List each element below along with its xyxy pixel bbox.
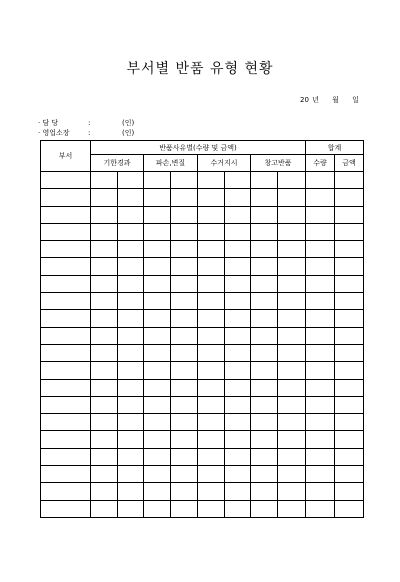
reason-column-header: 창고반품 bbox=[251, 155, 306, 172]
value-cell[interactable] bbox=[306, 396, 335, 413]
value-cell[interactable] bbox=[225, 293, 251, 310]
return-status-table bbox=[40, 140, 364, 518]
value-cell[interactable] bbox=[251, 414, 278, 431]
value-cell[interactable] bbox=[278, 241, 306, 258]
table-row bbox=[41, 431, 364, 448]
value-cell[interactable] bbox=[335, 310, 364, 327]
signature-stamp: (인) bbox=[122, 129, 135, 137]
value-cell[interactable] bbox=[171, 327, 198, 344]
dept-cell[interactable] bbox=[41, 344, 91, 361]
value-cell[interactable] bbox=[144, 379, 171, 396]
value-cell[interactable] bbox=[171, 258, 198, 275]
value-cell[interactable] bbox=[118, 500, 144, 517]
value-cell[interactable] bbox=[278, 379, 306, 396]
signature-stamp: (인) bbox=[122, 119, 135, 127]
table-row bbox=[41, 172, 364, 189]
value-cell[interactable] bbox=[118, 327, 144, 344]
value-cell[interactable] bbox=[91, 362, 118, 379]
value-cell[interactable] bbox=[225, 431, 251, 448]
value-cell[interactable] bbox=[144, 258, 171, 275]
value-cell[interactable] bbox=[118, 344, 144, 361]
document-title: 부서별 반품 유형 현황 bbox=[126, 61, 274, 77]
value-cell[interactable] bbox=[225, 327, 251, 344]
dept-cell[interactable] bbox=[41, 258, 91, 275]
value-cell[interactable] bbox=[144, 206, 171, 223]
value-cell[interactable] bbox=[306, 466, 335, 483]
value-cell[interactable] bbox=[335, 396, 364, 413]
table-row bbox=[41, 293, 364, 310]
value-cell[interactable] bbox=[225, 466, 251, 483]
table-row bbox=[41, 500, 364, 517]
value-cell[interactable] bbox=[278, 189, 306, 206]
value-cell[interactable] bbox=[144, 431, 171, 448]
value-cell[interactable] bbox=[198, 241, 225, 258]
value-cell[interactable] bbox=[306, 431, 335, 448]
value-cell[interactable] bbox=[171, 223, 198, 240]
value-cell[interactable] bbox=[144, 172, 171, 189]
value-cell[interactable] bbox=[91, 293, 118, 310]
reason-column-header: 기한경과 bbox=[91, 155, 144, 172]
value-cell[interactable] bbox=[251, 241, 278, 258]
value-cell[interactable] bbox=[144, 310, 171, 327]
value-cell[interactable] bbox=[198, 258, 225, 275]
value-cell[interactable] bbox=[306, 362, 335, 379]
value-cell[interactable] bbox=[171, 293, 198, 310]
reason-column-header: 수거지시 bbox=[198, 155, 251, 172]
value-cell[interactable] bbox=[225, 414, 251, 431]
value-cell[interactable] bbox=[198, 327, 225, 344]
dept-cell[interactable] bbox=[41, 362, 91, 379]
value-cell[interactable] bbox=[171, 275, 198, 292]
value-cell[interactable] bbox=[171, 310, 198, 327]
value-cell[interactable] bbox=[91, 223, 118, 240]
value-cell[interactable] bbox=[306, 258, 335, 275]
value-cell[interactable] bbox=[118, 483, 144, 500]
value-cell[interactable] bbox=[171, 241, 198, 258]
value-cell[interactable] bbox=[91, 483, 118, 500]
value-cell[interactable] bbox=[251, 327, 278, 344]
value-cell[interactable] bbox=[198, 189, 225, 206]
value-cell[interactable] bbox=[198, 362, 225, 379]
signature-line-manager bbox=[38, 118, 134, 128]
table-row bbox=[41, 189, 364, 206]
value-cell[interactable] bbox=[118, 379, 144, 396]
value-cell[interactable] bbox=[278, 206, 306, 223]
table-row bbox=[41, 379, 364, 396]
value-cell[interactable] bbox=[225, 223, 251, 240]
value-cell[interactable] bbox=[278, 310, 306, 327]
table-row bbox=[41, 223, 364, 240]
value-cell[interactable] bbox=[278, 500, 306, 517]
value-cell[interactable] bbox=[335, 293, 364, 310]
date-year-unit: 년 bbox=[312, 96, 319, 104]
date-day-unit: 일 bbox=[352, 96, 359, 104]
value-cell[interactable] bbox=[251, 293, 278, 310]
dept-header: 부서 bbox=[41, 141, 91, 172]
value-cell[interactable] bbox=[306, 275, 335, 292]
date-month-unit: 월 bbox=[332, 96, 339, 104]
value-cell[interactable] bbox=[171, 448, 198, 465]
value-cell[interactable] bbox=[118, 189, 144, 206]
value-cell[interactable] bbox=[118, 241, 144, 258]
value-cell[interactable] bbox=[91, 500, 118, 517]
value-cell[interactable] bbox=[171, 362, 198, 379]
table-row bbox=[41, 206, 364, 223]
value-cell[interactable] bbox=[91, 275, 118, 292]
signature-label: · 영업소장 bbox=[38, 129, 70, 137]
signature-line-branch-head bbox=[38, 128, 134, 138]
value-cell[interactable] bbox=[306, 206, 335, 223]
value-cell[interactable] bbox=[278, 293, 306, 310]
value-cell[interactable] bbox=[171, 466, 198, 483]
value-cell[interactable] bbox=[91, 327, 118, 344]
total-column-header: 수량 bbox=[306, 155, 335, 172]
value-cell[interactable] bbox=[118, 258, 144, 275]
value-cell[interactable] bbox=[118, 310, 144, 327]
value-cell[interactable] bbox=[118, 466, 144, 483]
dept-cell[interactable] bbox=[41, 241, 91, 258]
dept-cell[interactable] bbox=[41, 310, 91, 327]
value-cell[interactable] bbox=[251, 396, 278, 413]
value-cell[interactable] bbox=[335, 500, 364, 517]
value-cell[interactable] bbox=[306, 293, 335, 310]
value-cell[interactable] bbox=[144, 396, 171, 413]
value-cell[interactable] bbox=[198, 379, 225, 396]
dept-cell[interactable] bbox=[41, 327, 91, 344]
value-cell[interactable] bbox=[335, 258, 364, 275]
dept-cell[interactable] bbox=[41, 414, 91, 431]
value-cell[interactable] bbox=[335, 362, 364, 379]
value-cell[interactable] bbox=[251, 500, 278, 517]
value-cell[interactable] bbox=[91, 310, 118, 327]
value-cell[interactable] bbox=[225, 206, 251, 223]
dept-cell[interactable] bbox=[41, 483, 91, 500]
value-cell[interactable] bbox=[118, 275, 144, 292]
value-cell[interactable] bbox=[144, 483, 171, 500]
dept-cell[interactable] bbox=[41, 172, 91, 189]
value-cell[interactable] bbox=[198, 466, 225, 483]
value-cell[interactable] bbox=[251, 448, 278, 465]
value-cell[interactable] bbox=[198, 414, 225, 431]
value-cell[interactable] bbox=[118, 362, 144, 379]
value-cell[interactable] bbox=[225, 500, 251, 517]
value-cell[interactable] bbox=[335, 172, 364, 189]
value-cell[interactable] bbox=[278, 483, 306, 500]
value-cell[interactable] bbox=[335, 241, 364, 258]
value-cell[interactable] bbox=[335, 466, 364, 483]
value-cell[interactable] bbox=[278, 344, 306, 361]
value-cell[interactable] bbox=[171, 344, 198, 361]
table-row bbox=[41, 258, 364, 275]
value-cell[interactable] bbox=[251, 431, 278, 448]
dept-cell[interactable] bbox=[41, 379, 91, 396]
value-cell[interactable] bbox=[306, 414, 335, 431]
value-cell[interactable] bbox=[118, 414, 144, 431]
table-row bbox=[41, 448, 364, 465]
date-year-prefix: 20 bbox=[300, 96, 309, 104]
table-row bbox=[41, 362, 364, 379]
dept-cell[interactable] bbox=[41, 500, 91, 517]
signature-label: · 담 당 bbox=[38, 119, 59, 127]
value-cell[interactable] bbox=[198, 293, 225, 310]
dept-cell[interactable] bbox=[41, 275, 91, 292]
value-cell[interactable] bbox=[171, 172, 198, 189]
value-cell[interactable] bbox=[91, 172, 118, 189]
value-cell[interactable] bbox=[225, 344, 251, 361]
value-cell[interactable] bbox=[144, 293, 171, 310]
value-cell[interactable] bbox=[251, 172, 278, 189]
table-row bbox=[41, 414, 364, 431]
dept-cell[interactable] bbox=[41, 223, 91, 240]
value-cell[interactable] bbox=[198, 396, 225, 413]
value-cell[interactable] bbox=[278, 448, 306, 465]
value-cell[interactable] bbox=[335, 206, 364, 223]
value-cell[interactable] bbox=[171, 379, 198, 396]
value-cell[interactable] bbox=[198, 172, 225, 189]
table-body bbox=[41, 172, 364, 518]
value-cell[interactable] bbox=[251, 483, 278, 500]
value-cell[interactable] bbox=[91, 379, 118, 396]
value-cell[interactable] bbox=[171, 396, 198, 413]
value-cell[interactable] bbox=[225, 396, 251, 413]
value-cell[interactable] bbox=[278, 466, 306, 483]
value-cell[interactable] bbox=[118, 293, 144, 310]
value-cell[interactable] bbox=[335, 275, 364, 292]
value-cell[interactable] bbox=[251, 379, 278, 396]
value-cell[interactable] bbox=[144, 448, 171, 465]
total-column-header: 금액 bbox=[335, 155, 364, 172]
table-row bbox=[41, 275, 364, 292]
value-cell[interactable] bbox=[198, 500, 225, 517]
value-cell[interactable] bbox=[306, 500, 335, 517]
value-cell[interactable] bbox=[171, 483, 198, 500]
value-cell[interactable] bbox=[198, 483, 225, 500]
value-cell[interactable] bbox=[198, 448, 225, 465]
value-cell[interactable] bbox=[306, 327, 335, 344]
table-row bbox=[41, 344, 364, 361]
value-cell[interactable] bbox=[225, 241, 251, 258]
value-cell[interactable] bbox=[335, 414, 364, 431]
value-cell[interactable] bbox=[91, 448, 118, 465]
value-cell[interactable] bbox=[144, 241, 171, 258]
value-cell[interactable] bbox=[91, 466, 118, 483]
reason-column-header: 파손,변질 bbox=[144, 155, 198, 172]
value-cell[interactable] bbox=[251, 206, 278, 223]
value-cell[interactable] bbox=[198, 344, 225, 361]
value-cell[interactable] bbox=[118, 172, 144, 189]
value-cell[interactable] bbox=[91, 431, 118, 448]
value-cell[interactable] bbox=[144, 362, 171, 379]
value-cell[interactable] bbox=[335, 448, 364, 465]
value-cell[interactable] bbox=[251, 362, 278, 379]
value-cell[interactable] bbox=[118, 223, 144, 240]
signature-colon: : bbox=[88, 119, 91, 127]
value-cell[interactable] bbox=[225, 483, 251, 500]
value-cell[interactable] bbox=[335, 189, 364, 206]
table-row bbox=[41, 327, 364, 344]
value-cell[interactable] bbox=[335, 327, 364, 344]
reason-group-header: 반품사유별(수량 및 금액) bbox=[91, 141, 306, 155]
value-cell[interactable] bbox=[251, 258, 278, 275]
dept-cell[interactable] bbox=[41, 293, 91, 310]
value-cell[interactable] bbox=[91, 241, 118, 258]
value-cell[interactable] bbox=[306, 344, 335, 361]
table-row bbox=[41, 241, 364, 258]
value-cell[interactable] bbox=[225, 258, 251, 275]
dept-cell[interactable] bbox=[41, 448, 91, 465]
value-cell[interactable] bbox=[144, 344, 171, 361]
value-cell[interactable] bbox=[251, 466, 278, 483]
value-cell[interactable] bbox=[306, 310, 335, 327]
dept-cell[interactable] bbox=[41, 189, 91, 206]
value-cell[interactable] bbox=[171, 414, 198, 431]
value-cell[interactable] bbox=[225, 448, 251, 465]
value-cell[interactable] bbox=[278, 396, 306, 413]
value-cell[interactable] bbox=[335, 431, 364, 448]
value-cell[interactable] bbox=[198, 223, 225, 240]
value-cell[interactable] bbox=[306, 483, 335, 500]
value-cell[interactable] bbox=[278, 223, 306, 240]
value-cell[interactable] bbox=[171, 189, 198, 206]
dept-cell[interactable] bbox=[41, 466, 91, 483]
value-cell[interactable] bbox=[198, 275, 225, 292]
value-cell[interactable] bbox=[91, 414, 118, 431]
value-cell[interactable] bbox=[225, 379, 251, 396]
value-cell[interactable] bbox=[278, 414, 306, 431]
value-cell[interactable] bbox=[306, 241, 335, 258]
value-cell[interactable] bbox=[91, 258, 118, 275]
value-cell[interactable] bbox=[335, 344, 364, 361]
table-row bbox=[41, 483, 364, 500]
value-cell[interactable] bbox=[144, 414, 171, 431]
signature-colon: : bbox=[88, 129, 91, 137]
value-cell[interactable] bbox=[251, 310, 278, 327]
value-cell[interactable] bbox=[144, 189, 171, 206]
value-cell[interactable] bbox=[144, 466, 171, 483]
value-cell[interactable] bbox=[171, 500, 198, 517]
value-cell[interactable] bbox=[225, 275, 251, 292]
dept-cell[interactable] bbox=[41, 431, 91, 448]
value-cell[interactable] bbox=[278, 275, 306, 292]
value-cell[interactable] bbox=[225, 172, 251, 189]
value-cell[interactable] bbox=[278, 327, 306, 344]
value-cell[interactable] bbox=[171, 431, 198, 448]
value-cell[interactable] bbox=[225, 189, 251, 206]
value-cell[interactable] bbox=[251, 275, 278, 292]
value-cell[interactable] bbox=[335, 223, 364, 240]
value-cell[interactable] bbox=[278, 362, 306, 379]
value-cell[interactable] bbox=[198, 206, 225, 223]
value-cell[interactable] bbox=[91, 396, 118, 413]
value-cell[interactable] bbox=[306, 172, 335, 189]
value-cell[interactable] bbox=[278, 258, 306, 275]
value-cell[interactable] bbox=[306, 379, 335, 396]
value-cell[interactable] bbox=[118, 431, 144, 448]
value-cell[interactable] bbox=[118, 448, 144, 465]
table-row bbox=[41, 396, 364, 413]
value-cell[interactable] bbox=[306, 223, 335, 240]
value-cell[interactable] bbox=[91, 189, 118, 206]
dept-cell[interactable] bbox=[41, 396, 91, 413]
value-cell[interactable] bbox=[198, 431, 225, 448]
value-cell[interactable] bbox=[225, 310, 251, 327]
value-cell[interactable] bbox=[118, 206, 144, 223]
value-cell[interactable] bbox=[91, 206, 118, 223]
value-cell[interactable] bbox=[198, 310, 225, 327]
value-cell[interactable] bbox=[335, 483, 364, 500]
value-cell[interactable] bbox=[91, 344, 118, 361]
total-group-header: 합계 bbox=[306, 141, 364, 155]
value-cell[interactable] bbox=[278, 431, 306, 448]
value-cell[interactable] bbox=[144, 275, 171, 292]
value-cell[interactable] bbox=[306, 189, 335, 206]
value-cell[interactable] bbox=[144, 500, 171, 517]
value-cell[interactable] bbox=[251, 223, 278, 240]
dept-cell[interactable] bbox=[41, 206, 91, 223]
table-row bbox=[41, 466, 364, 483]
value-cell[interactable] bbox=[171, 206, 198, 223]
value-cell[interactable] bbox=[251, 189, 278, 206]
value-cell[interactable] bbox=[278, 172, 306, 189]
value-cell[interactable] bbox=[118, 396, 144, 413]
value-cell[interactable] bbox=[251, 344, 278, 361]
value-cell[interactable] bbox=[306, 448, 335, 465]
table-row bbox=[41, 310, 364, 327]
value-cell[interactable] bbox=[225, 362, 251, 379]
value-cell[interactable] bbox=[144, 327, 171, 344]
document-date bbox=[300, 95, 359, 105]
value-cell[interactable] bbox=[335, 379, 364, 396]
value-cell[interactable] bbox=[144, 223, 171, 240]
